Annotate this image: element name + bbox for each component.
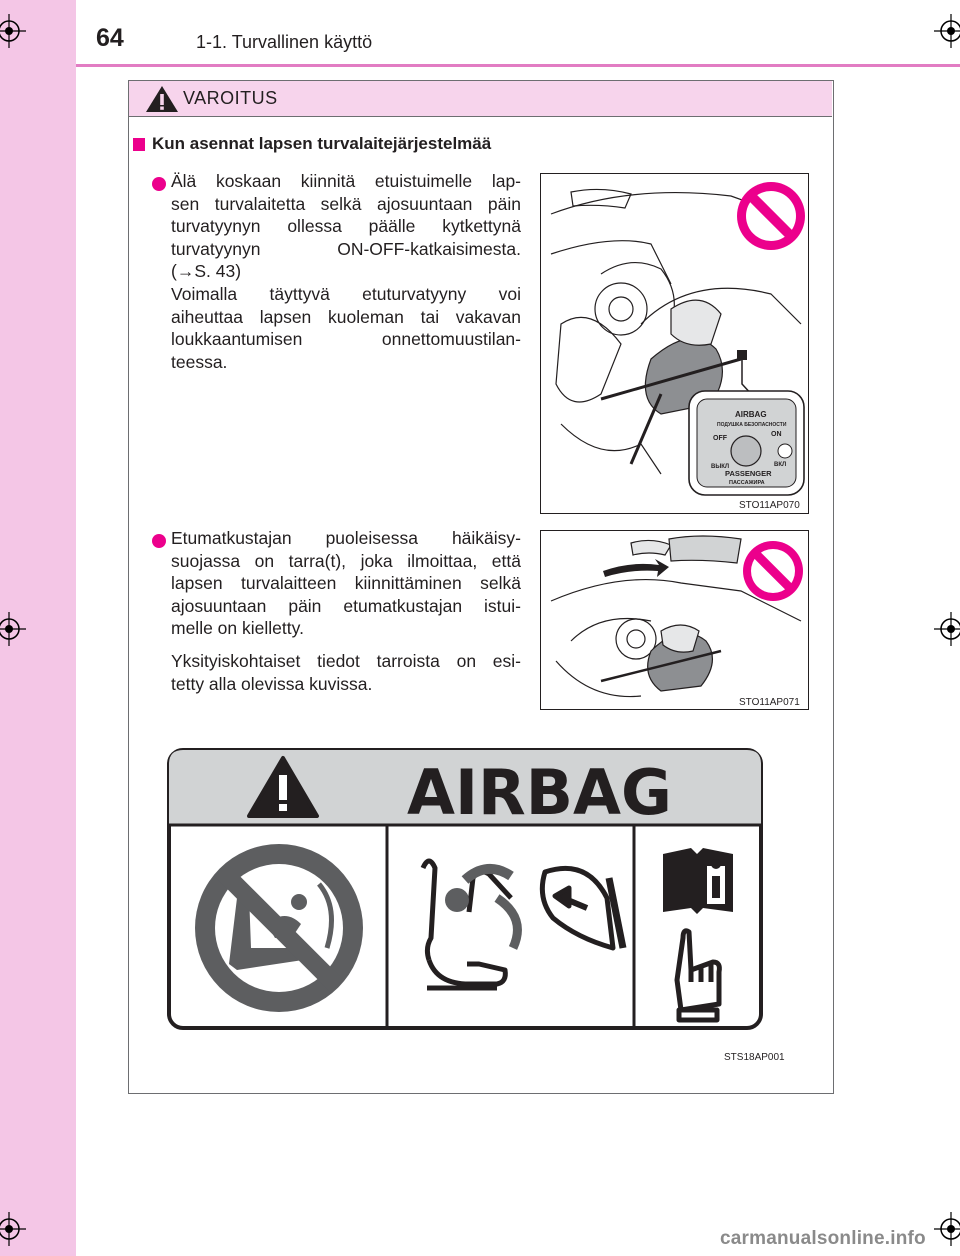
section-title: Kun asennat lapsen turvalaitejärjestelmää	[152, 134, 492, 153]
text-line: teessa.	[171, 351, 228, 372]
text-line: Etumatkustajan puoleisessa häikäisy-	[171, 528, 521, 548]
bullet-icon	[152, 177, 166, 191]
sun-visor-figure	[540, 530, 809, 710]
text-line: suojassa on tarra(t), joka ilmoittaa, että	[171, 550, 521, 571]
warning-title: VAROITUS	[183, 88, 278, 108]
text-line: sen turvalaitetta selkä ajosuuntaan päin	[171, 193, 521, 214]
text-line: melle on kielletty.	[171, 618, 304, 639]
text-line: ajosuuntaan päin etumatkustajan istui-	[171, 595, 521, 616]
bullet-icon	[152, 534, 166, 548]
sun-visor-illustration	[541, 531, 809, 710]
registration-mark-icon	[0, 14, 26, 48]
page-number: 64	[96, 24, 124, 52]
switch-passenger-label: PASSENGER	[725, 469, 772, 478]
switch-airbag-label: AIRBAG	[735, 410, 767, 419]
switch-off-ru-label: ВЫКЛ	[711, 464, 730, 470]
switch-airbag-ru-label: ПОДУШКА БЕЗОПАСНОСТИ	[717, 422, 787, 428]
registration-mark-icon	[934, 612, 960, 646]
figure-code: STO11AP071	[739, 697, 800, 708]
switch-on-ru-label: ВКЛ	[774, 462, 787, 468]
text-line: tetty alla olevissa kuvissa.	[171, 673, 373, 694]
text-line: loukkaantumisen onnettomuustilan-	[171, 329, 521, 350]
figure-code: STO11AP070	[739, 500, 800, 511]
switch-passenger-ru-label: ПАССАЖИРА	[729, 480, 765, 486]
watermark: carmanualsonline.info	[720, 1228, 926, 1249]
switch-off-label: OFF	[713, 435, 727, 442]
header-rule	[76, 64, 960, 67]
text-line: turvatyynyn ON-OFF-katkaisimesta.	[171, 238, 521, 259]
section-marker-icon	[133, 138, 145, 151]
car-interior-illustration	[541, 174, 809, 514]
text-line: Voimalla täyttyvä etuturvatyyny voi	[171, 283, 521, 304]
item1-text	[171, 170, 521, 373]
figure-code: STS18AP001	[724, 1052, 785, 1063]
chapter-title: 1-1. Turvallinen käyttö	[196, 32, 373, 52]
registration-mark-icon	[0, 612, 26, 646]
text-line: lapsen turvalaitteen kiinnittäminen selkä	[171, 573, 521, 594]
manual-book-icon	[663, 848, 733, 914]
label-airbag-text: AIRBAG	[407, 756, 672, 829]
warning-triangle-icon	[145, 85, 179, 113]
text-line: aiheuttaa lapsen kuoleman tai vakavan	[171, 306, 521, 327]
text-line: Älä koskaan kiinnitä etuistuimelle lap-	[171, 171, 521, 191]
item2-subtext	[171, 650, 521, 695]
item2-text	[171, 527, 521, 640]
airbag-switch-figure	[540, 173, 809, 514]
no-child-seat-icon	[195, 844, 363, 1012]
text-line: Yksityiskohtaiset tiedot tarroista on esi-	[171, 651, 521, 671]
registration-mark-icon	[0, 1212, 26, 1246]
airbag-warning-label	[167, 748, 763, 1030]
registration-mark-icon	[934, 1212, 960, 1246]
text-line: turvatyynyn ollessa päälle kytkettynä	[171, 216, 521, 237]
switch-on-label: ON	[771, 431, 782, 438]
registration-mark-icon	[934, 14, 960, 48]
text-line: (→S. 43)	[171, 261, 242, 282]
warning-header	[129, 81, 832, 117]
